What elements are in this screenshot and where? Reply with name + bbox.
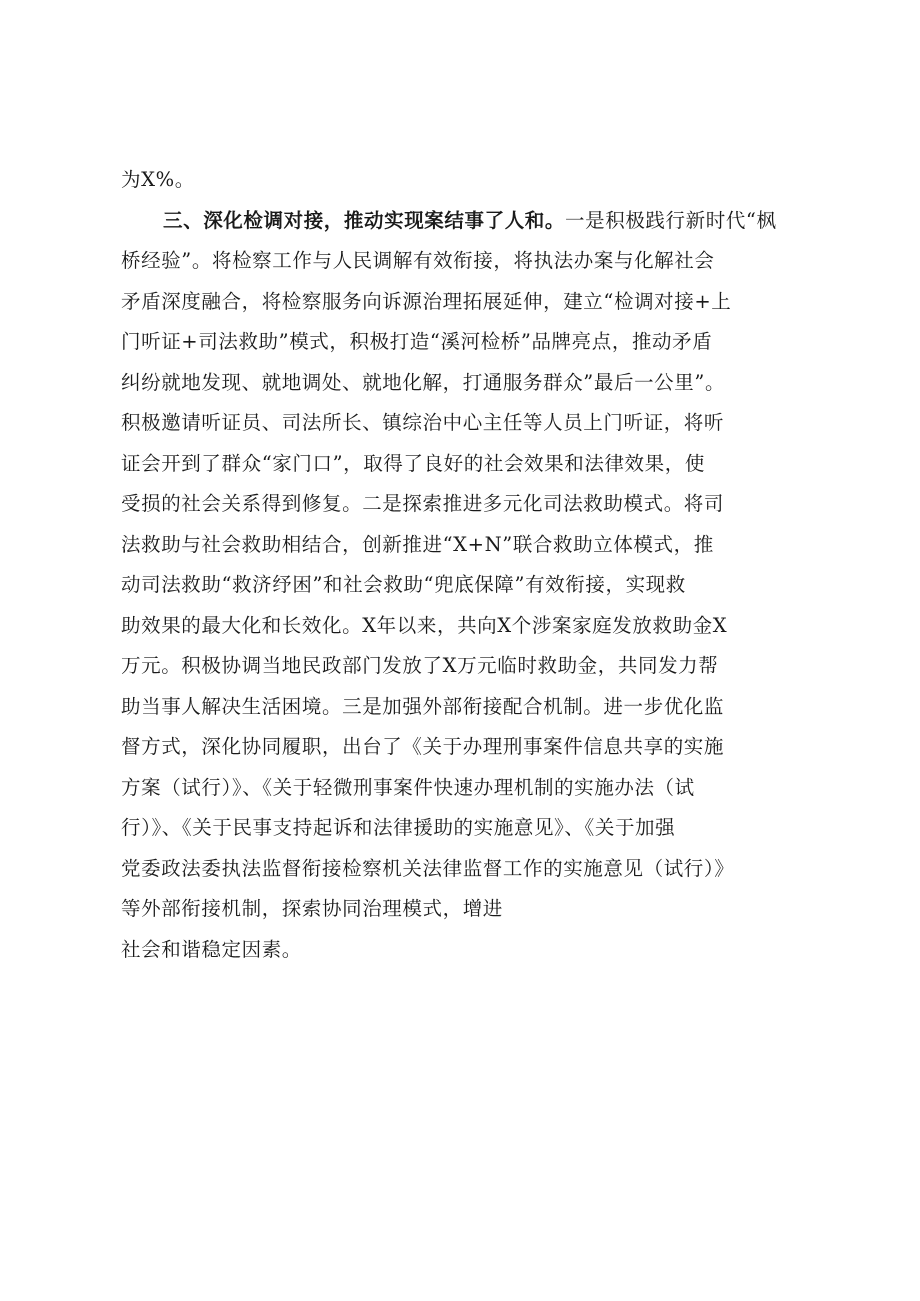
text-line: 证会开到了群众“家门口”，取得了良好的社会效果和法律效果，使 [121,451,705,475]
text-line: 为X%。 [121,168,195,191]
text-line: 万元。积极协调当地民政部门发放了X万元临时救助金，共同发力帮 [121,654,719,677]
body-text [121,160,841,970]
text-line: 积极邀请听证员、司法所长、镇综治中心主任等人员上门听证，将听 [121,411,725,434]
text-line: 矛盾深度融合，将检察服务向诉源治理拓展延伸，建立“检调对接+上 [121,289,732,313]
text-line: 助效果的最大化和长效化。X年以来，共向X个涉案家庭发放救助金X [121,613,728,637]
text-line: 门听证+司法救助”模式，积极打造“溪河检桥”品牌亮点，推动矛盾 [121,330,713,353]
text-line: 桥经验”。将检察工作与人民调解有效衔接，将执法办案与化解社会 [121,249,715,272]
text-line: 社会和谐稳定因素。 [121,937,302,961]
text-line: 法救助与社会救助相结合，创新推进“X+N”联合救助立体模式，推 [121,532,714,556]
section-heading: 三、深化检调对接，推动实现案结事了人和。 [163,208,566,232]
text-line: 党委政法委执法监督衔接检察机关法律监督工作的实施意见（试行）》 [121,856,735,880]
text-run: 一是积极践行新时代“枫 [565,208,777,232]
text-line: 方案（试行）》、《关于轻微刑事案件快速办理机制的实施办法（试 [121,775,695,799]
text-line: 等外部衔接机制，探索协同治理模式，增进 [121,897,503,920]
text-line: 助当事人解决生活困境。三是加强外部衔接配合机制。进一步优化监 [121,694,725,718]
text-line: 行）》、《关于民事支持起诉和法律援助的实施意见》、《关于加强 [121,816,676,839]
section-heading-line [121,201,841,242]
text-line: 动司法救助“救济纾困”和社会救助“兜底保障”有效衔接，实现救 [121,573,686,596]
text-line: 纠纷就地发现、就地调处、就地化解，打通服务群众”最后一公里”。 [121,370,726,394]
text-line: 督方式，深化协同履职，出台了《关于办理刑事案件信息共享的实施 [121,735,725,758]
text-line: 受损的社会关系得到修复。二是探索推进多元化司法救助模式。将司 [121,492,725,515]
